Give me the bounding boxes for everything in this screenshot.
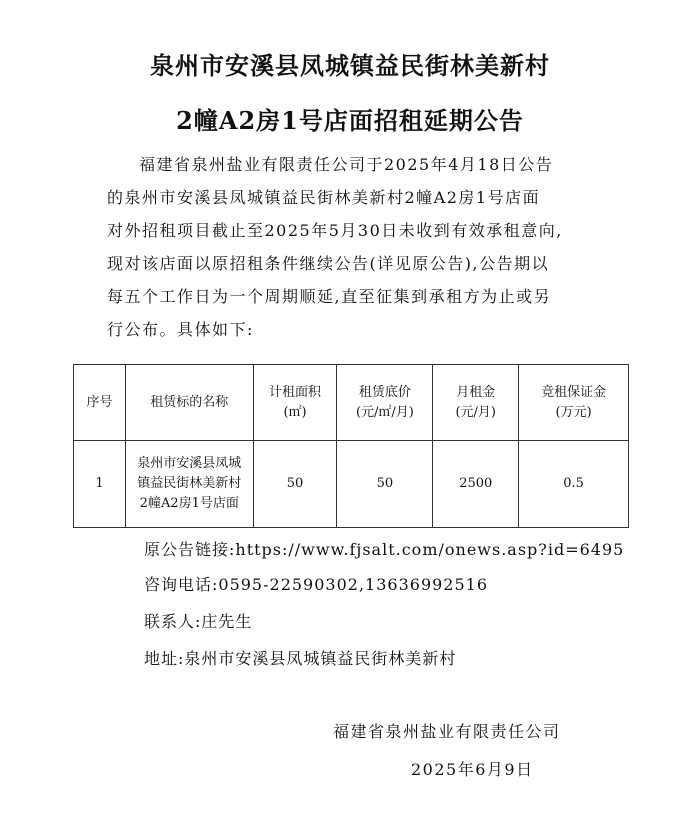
body-line: 行公布。具体如下: [107, 320, 254, 339]
phone-info: 咨询电话:0595-22590302,13636992516 [144, 575, 489, 594]
header-price: 租赁底价 (元/㎡/月) [337, 365, 433, 441]
title-line-2: 2幢A2房1号店面招租延期公告 [176, 106, 524, 135]
header-serial: 序号 [74, 365, 126, 441]
rental-table [73, 364, 629, 528]
header-rent: 月租金 (元/月) [433, 365, 519, 441]
cell-rent: 2500 [433, 441, 519, 528]
cell-name: 泉州市安溪县凤城 镇益民街林美新村 2幢A2房1号店面 [125, 441, 253, 528]
body-line: 的泉州市安溪县凤城镇益民街林美新村2幢A2房1号店面 [107, 188, 541, 207]
cell-deposit: 0.5 [519, 441, 629, 528]
cell-serial: 1 [74, 441, 126, 528]
body-line: 每五个工作日为一个周期顺延,直至征集到承租方为止或另 [107, 287, 552, 306]
table-header-row [74, 365, 629, 441]
body-line: 福建省泉州盐业有限责任公司于2025年4月18日公告 [139, 155, 554, 174]
header-deposit: 竞租保证金 (万元) [519, 365, 629, 441]
header-name: 租赁标的名称 [125, 365, 253, 441]
cell-price: 50 [337, 441, 433, 528]
original-link: 原公告链接:https://www.fjsalt.com/onews.asp?id=6495 [144, 540, 625, 559]
header-area: 计租面积 (㎡) [253, 365, 337, 441]
address-info: 地址:泉州市安溪县凤城镇益民街林美新村 [144, 649, 457, 668]
body-paragraph [107, 148, 605, 346]
contact-info: 联系人:庄先生 [144, 612, 253, 631]
table-row [74, 441, 629, 528]
signature-date: 2025年6月9日 [411, 760, 534, 779]
body-line: 对外招租项目截止至2025年5月30日未收到有效承租意向, [107, 221, 563, 240]
signature-company: 福建省泉州盐业有限责任公司 [333, 722, 561, 741]
title-line-1: 泉州市安溪县凤城镇益民街林美新村 [150, 51, 550, 80]
cell-area: 50 [253, 441, 337, 528]
body-line: 现对该店面以原招租条件继续公告(详见原公告),公告期以 [107, 254, 550, 273]
